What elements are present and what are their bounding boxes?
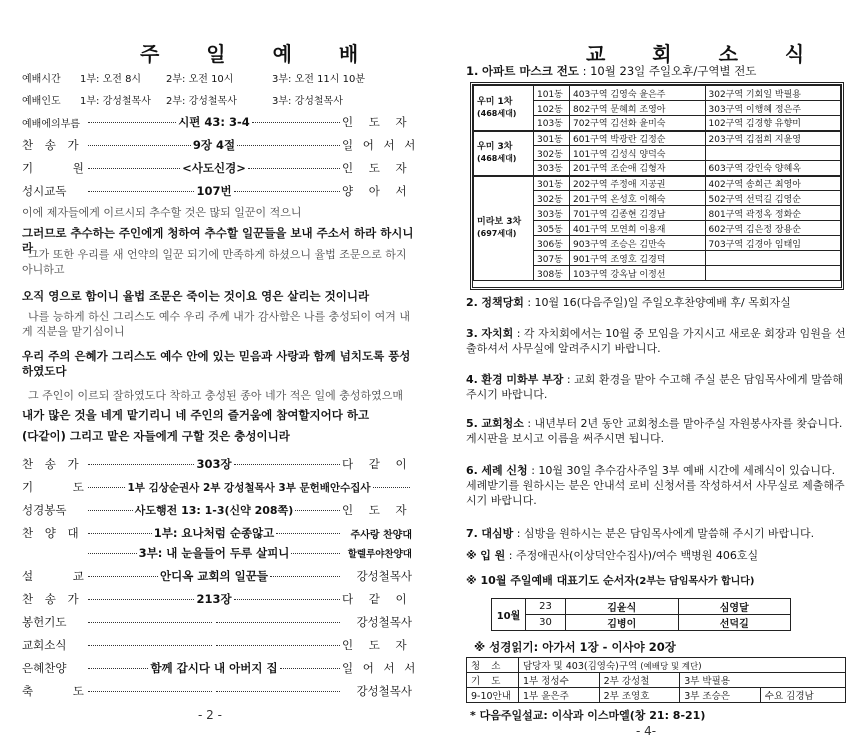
order-value: <사도신경> xyxy=(182,161,246,175)
apt-assignment: 901구역 조영호 김경덕 xyxy=(570,251,706,266)
apt-assignment: 603구역 강인숙 양혜옥 xyxy=(705,161,841,176)
apt-group-name: 미라보 3차 xyxy=(477,217,522,228)
order-person: 인 도 자 xyxy=(342,503,413,517)
order-row xyxy=(22,658,419,678)
order-person: 일 어 서 서 xyxy=(342,138,419,152)
prayer-name: 선덕길 xyxy=(678,615,791,631)
order-row xyxy=(22,589,412,609)
apt-assignment: 602구역 김은정 장용순 xyxy=(705,221,841,236)
duty-cell: 수요 김경남 xyxy=(760,688,845,703)
reading-line: 그가 또한 우리를 새 언약의 일꾼 되기에 만족하게 하셨으니 율법 조문으로 하지 아니하고 xyxy=(22,248,407,276)
order-person: 일 어 서 서 xyxy=(342,661,419,675)
order-label: 교회소식 xyxy=(22,638,67,652)
worship-leader-2: 2부: 강성철목사 xyxy=(166,96,237,107)
order-value: 시편 43: 3-4 xyxy=(178,115,250,129)
order-row xyxy=(22,566,412,586)
news-item xyxy=(466,463,846,508)
order-value: 3부: 내 눈을들어 두루 살피니 xyxy=(138,546,290,560)
news-item-title: 아파트 마스크 전도 xyxy=(482,64,579,78)
order-label: 찬 양 대 xyxy=(22,526,83,540)
apt-dong: 307동 xyxy=(534,251,570,266)
order-value: 사도행전 13: 1-3(신약 208쪽) xyxy=(134,504,294,517)
apt-assignment: 201구역 온성호 이해숙 xyxy=(570,191,706,206)
table-row xyxy=(492,599,791,615)
order-person: 강성철목사 xyxy=(356,684,412,698)
news-item-num: 2. xyxy=(466,296,478,309)
order-label: 찬 송 가 xyxy=(22,138,83,152)
apt-assignment: 502구역 선덕길 김영순 xyxy=(705,191,841,206)
news-item-num: 7. xyxy=(466,527,478,540)
apt-group xyxy=(474,176,534,281)
duty-table xyxy=(466,657,846,703)
order-person: 다 같 이 xyxy=(342,592,413,606)
order-label: 성시교독 xyxy=(22,184,67,198)
table-row xyxy=(492,615,791,631)
news-item-title: 대심방 xyxy=(481,527,514,540)
news-item-text: : 10월 23일 주일오후/구역별 전도 xyxy=(582,64,757,78)
apt-group-sub: (468세대) xyxy=(477,154,517,163)
apt-dong: 308동 xyxy=(534,266,570,281)
table-row xyxy=(474,176,841,191)
duty-cell: 2부 조영호 xyxy=(599,688,680,703)
apt-assignment xyxy=(705,146,841,161)
news-item-num: 1. xyxy=(466,64,479,78)
apt-dong: 303동 xyxy=(534,161,570,176)
worship-time-3: 3부: 오전 11시 10분 xyxy=(272,74,366,85)
order-person: 강성철목사 xyxy=(356,569,412,583)
news-item-num: 6. xyxy=(466,464,478,477)
news-item xyxy=(466,326,846,356)
reading-line: 내가 많은 것을 네게 맡기리니 네 주인의 즐거움에 참여할지어다 하고 xyxy=(22,408,370,422)
order-person: 다 같 이 xyxy=(342,457,413,471)
news-item-title: 세례 신청 xyxy=(481,464,528,477)
duty-cell: 1부 윤은주 xyxy=(519,688,600,703)
news-item-title: 환경 미화부 부장 xyxy=(481,373,564,386)
duty-text: (예배당 및 계단) xyxy=(640,662,702,672)
duty-label: 9-10안내 xyxy=(467,688,519,703)
apt-assignment: 102구역 김경향 유향미 xyxy=(705,116,841,131)
apt-group-sub: (468세대) xyxy=(477,108,517,118)
duty-cell: 3부 박필용 xyxy=(680,673,846,688)
worship-title: 주 일 예 배 xyxy=(140,42,379,66)
prayer-heading xyxy=(466,573,846,589)
duty-cell xyxy=(519,658,846,673)
news-item-text: : 교회 환경을 맡아 수고해 주실 분은 담임목사에게 말씀해 주시기 바랍니다. xyxy=(466,373,843,401)
table-row xyxy=(474,86,841,101)
news-item-text: : 내년부터 2년 동안 교회청소를 맡아주실 자원봉사자를 찾습니다. 게시판을 보시고 이름을 써주시면 됩니다. xyxy=(466,417,843,445)
news-item-title: 교회청소 xyxy=(481,417,524,430)
apt-group-name: 우미 3차 xyxy=(477,142,513,152)
order-row xyxy=(22,635,412,655)
apt-dong: 305동 xyxy=(534,221,570,236)
news-item xyxy=(466,526,846,541)
order-label: 찬 송 가 xyxy=(22,457,83,471)
apt-dong: 302동 xyxy=(534,146,570,161)
apt-assignment: 801구역 곽정옥 정화순 xyxy=(705,206,841,221)
news-title: 교 회 소 식 xyxy=(586,42,825,66)
news-item-text: : 심방을 원하시는 분은 담임목사에게 말씀해 주시기 바랍니다. xyxy=(516,527,815,540)
order-value: 1부 김상순권사 2부 강성철목사 3부 문헌배안수집사 xyxy=(127,481,371,494)
table-row xyxy=(467,658,846,673)
order-label: 축 도 xyxy=(22,684,102,698)
worship-time-2: 2부: 오전 10시 xyxy=(166,74,234,85)
apt-assignment: 302구역 기회일 박필용 xyxy=(705,86,841,101)
reading-line: 그 주인이 이르되 잘하였도다 착하고 충성된 종아 네가 적은 일에 충성하였으매 xyxy=(28,389,403,402)
apt-assignment: 201구역 조순애 김형자 xyxy=(570,161,706,176)
order-row xyxy=(22,612,412,632)
order-value: 1부: 요나처럼 순종않고 xyxy=(153,526,275,540)
order-person: 양 아 서 xyxy=(342,184,413,198)
apt-dong: 306동 xyxy=(534,236,570,251)
apt-assignment: 702구역 김선화 윤미숙 xyxy=(570,116,706,131)
duty-label: 청 소 xyxy=(467,658,519,673)
order-row xyxy=(22,543,412,563)
prayer-name: 김윤식 xyxy=(566,599,679,615)
news-item xyxy=(466,295,846,310)
next-sermon: * 다음주일설교: 이삭과 이스마엘(창 21: 8-21) xyxy=(470,709,706,722)
order-row xyxy=(22,454,412,474)
page-number: - 2 - xyxy=(198,708,222,722)
order-value: 9장 4절 xyxy=(192,138,236,152)
order-person: 인 도 자 xyxy=(342,115,413,129)
prayer-name: 심영달 xyxy=(678,599,791,615)
table-row xyxy=(467,673,846,688)
news-item-title: 자치회 xyxy=(481,327,514,340)
reading-line: 우리 주의 은혜가 그리스도 예수 안에 있는 믿음과 사랑과 함께 넘치도록 풍성하였도다 xyxy=(22,349,411,378)
prayer-name: 김병이 xyxy=(566,615,679,631)
apt-dong: 301동 xyxy=(534,131,570,146)
reading-line: 이에 제자들에게 이르시되 추수할 것은 많되 일꾼이 적으니 xyxy=(22,206,302,219)
apt-assignment xyxy=(705,251,841,266)
worship-leader-3: 3부: 강성철목사 xyxy=(272,96,343,107)
order-value: 213장 xyxy=(196,592,232,606)
worship-time-1: 1부: 오전 8시 xyxy=(80,74,142,85)
order-row xyxy=(22,158,412,178)
news-item-num: 3. xyxy=(466,327,478,340)
prayer-month: 10월 xyxy=(492,599,526,631)
apt-dong: 103동 xyxy=(534,116,570,131)
apt-assignment: 202구역 주정애 지공권 xyxy=(570,176,706,191)
apt-dong: 101동 xyxy=(534,86,570,101)
order-label: 성경봉독 xyxy=(22,503,67,517)
news-item-title: 정책당회 xyxy=(481,296,524,309)
apt-assignment: 701구역 김종현 김경남 xyxy=(570,206,706,221)
apt-dong: 302동 xyxy=(534,191,570,206)
reading-line: (다같이) 그리고 맡은 자들에게 구할 것은 충성이니라 xyxy=(22,429,290,443)
right-page xyxy=(436,0,860,755)
worship-time-label: 예배시간 xyxy=(22,74,61,85)
prayer-table xyxy=(491,598,791,631)
order-value: 107번 xyxy=(196,184,232,198)
apt-table xyxy=(473,85,841,281)
duty-cell: 2부 강성철 xyxy=(599,673,680,688)
order-row xyxy=(22,112,412,132)
hospital-title: 입 원 xyxy=(480,549,506,562)
apt-assignment: 203구역 김점희 지윤영 xyxy=(705,131,841,146)
order-person: 인 도 자 xyxy=(342,638,413,652)
worship-leader-label: 예배인도 xyxy=(22,96,61,107)
reading-title: ※ 성경읽기: 아가서 1장 - 이사야 20장 xyxy=(474,640,676,654)
order-person: 강성철목사 xyxy=(356,615,412,629)
order-row xyxy=(22,523,412,543)
order-label: 찬 송 가 xyxy=(22,592,83,606)
page-number: - 4- xyxy=(636,724,657,738)
apt-dong: 303동 xyxy=(534,206,570,221)
worship-leader-line xyxy=(22,92,422,106)
apt-assignment: 103구역 강옥남 이정선 xyxy=(570,266,706,281)
note-mark: ※ xyxy=(466,549,477,562)
news-item-1 xyxy=(466,64,846,79)
apt-table-frame xyxy=(470,82,844,290)
apt-group-sub: (697세대) xyxy=(477,229,517,239)
table-row xyxy=(467,688,846,703)
prayer-date: 23 xyxy=(526,599,566,615)
hospital-notice xyxy=(466,548,846,563)
news-item xyxy=(466,416,846,446)
news-item xyxy=(466,372,846,402)
reading-line: 그러므로 추수하는 주인에게 청하여 추수할 일꾼들을 보내 주소서 하라 하시니라 xyxy=(22,226,414,255)
duty-cell: 1부 정성수 xyxy=(519,673,600,688)
order-value: 함께 갑시다 내 아버지 집 xyxy=(150,661,278,675)
apt-assignment: 403구역 김영숙 윤은주 xyxy=(570,86,706,101)
order-label: 기 원 xyxy=(22,161,102,175)
apt-assignment: 402구역 송희근 최영아 xyxy=(705,176,841,191)
worship-time-line xyxy=(22,70,422,84)
apt-assignment: 802구역 문혜희 조영아 xyxy=(570,101,706,116)
prayer-title: ※ 10월 주일예배 대표기도 순서자 xyxy=(466,574,635,587)
reading-line: 오직 영으로 함이니 율법 조문은 죽이는 것이요 영은 살리는 것이니라 xyxy=(22,289,370,303)
order-person: 할렐루야찬양대 xyxy=(347,549,412,560)
order-label: 은혜찬양 xyxy=(22,661,67,675)
apt-assignment: 703구역 김경아 임태임 xyxy=(705,236,841,251)
duty-cell: 3부 조승은 xyxy=(680,688,761,703)
hospital-text: : 주정애권사(이상덕안수집사)/여수 백병원 406호실 xyxy=(508,549,759,562)
order-value: 303장 xyxy=(196,457,232,471)
news-item-text: : 10월 16(다음주일)일 주일오후찬양예배 후/ 목회자실 xyxy=(527,296,791,309)
order-row xyxy=(22,477,412,497)
apt-assignment: 101구역 김성식 양덕숙 xyxy=(570,146,706,161)
prayer-note: (2부는 담임목사가 합니다) xyxy=(634,576,755,587)
order-label: 기 도 xyxy=(22,480,102,494)
apt-group-name: 우미 1차 xyxy=(477,96,513,107)
apt-group xyxy=(474,131,534,176)
apt-dong: 102동 xyxy=(534,101,570,116)
apt-dong: 301동 xyxy=(534,176,570,191)
table-row xyxy=(474,131,841,146)
reading-line: 나를 능하게 하신 그리스도 예수 우리 주께 내가 감사함은 나를 충성되이 여겨 내게 직분을 맡기심이니 xyxy=(22,310,410,338)
order-label: 봉헌기도 xyxy=(22,615,67,629)
order-label: 예배에의부름 xyxy=(22,118,80,130)
order-label: 설 교 xyxy=(22,569,102,583)
order-person: 주사랑 찬양대 xyxy=(350,529,412,541)
apt-assignment xyxy=(705,266,841,281)
order-value: 안디옥 교회의 일꾼들 xyxy=(160,569,268,583)
apt-assignment: 303구역 이행혜 정은주 xyxy=(705,101,841,116)
news-item-num: 4. xyxy=(466,373,478,386)
order-row xyxy=(22,681,412,701)
news-item-num: 5. xyxy=(466,417,478,430)
duty-label: 기 도 xyxy=(467,673,519,688)
duty-text: 담당자 및 403(김영숙)구역 xyxy=(523,661,638,672)
apt-group xyxy=(474,86,534,131)
apt-assignment: 601구역 박광란 김정순 xyxy=(570,131,706,146)
order-row xyxy=(22,500,412,520)
news-item-text: : 10월 30일 추수감사주일 3부 예배 시간에 세례식이 있습니다. 세례받기를 원하시는 분은 안내석 로비 신청서를 작성하셔서 사무실로 제출해주시기 바랍니다. xyxy=(466,464,845,507)
apt-assignment: 903구역 조승은 김만숙 xyxy=(570,236,706,251)
apt-assignment: 401구역 모연희 이용재 xyxy=(570,221,706,236)
news-item-text: : 각 자치회에서는 10월 중 모임을 가지시고 새로운 회장과 임원을 선출하셔서 사무실에 알려주시기 바랍니다. xyxy=(466,327,846,355)
order-row xyxy=(22,181,412,201)
prayer-date: 30 xyxy=(526,615,566,631)
worship-leader-1: 1부: 강성철목사 xyxy=(80,96,151,107)
order-person: 인 도 자 xyxy=(342,161,413,175)
order-row xyxy=(22,135,419,155)
